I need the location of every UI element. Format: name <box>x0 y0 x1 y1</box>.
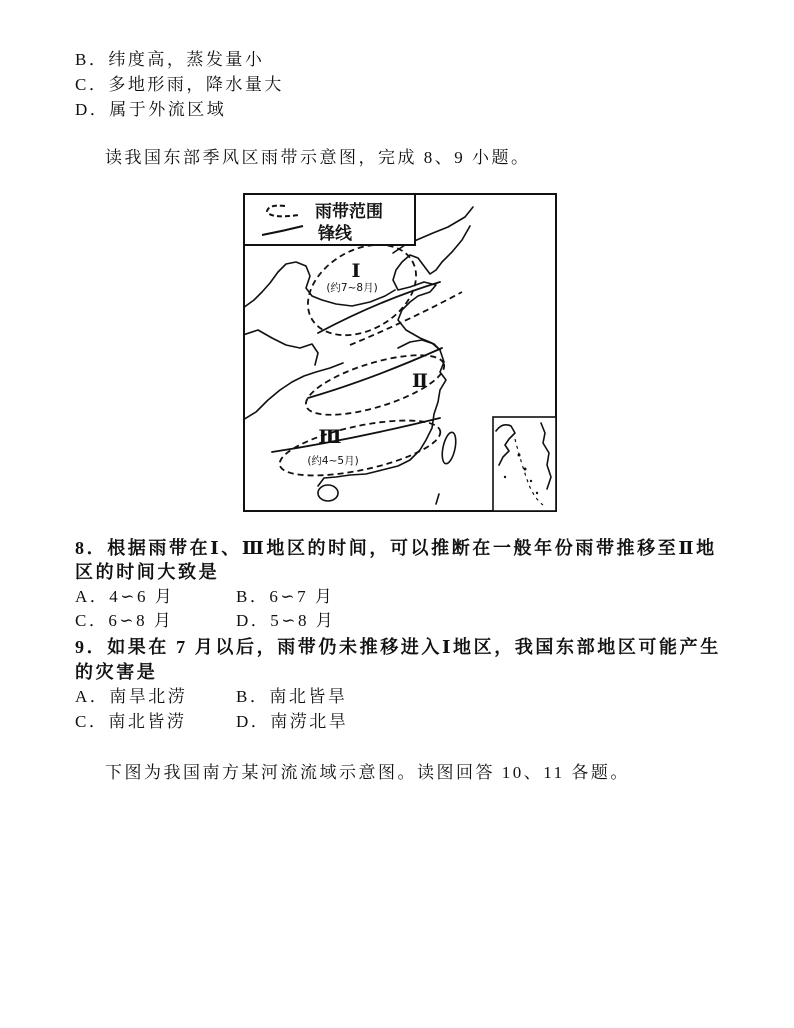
option-text: 多地形雨，降水量大 <box>108 75 284 94</box>
question-8-options-row-2 <box>0 609 794 633</box>
question-8-stem-line-1 <box>75 536 717 560</box>
question-9-option-a <box>75 685 187 709</box>
intro-questions-10-11: 下图为我国南方某河流流域示意图。读图回答 10、11 各题。 <box>105 763 630 782</box>
option-text: 属于外流区域 <box>109 100 227 119</box>
legend-rain-belt-label: 雨带范围 <box>315 202 383 222</box>
legend-front-line-label: 锋线 <box>318 224 352 244</box>
previous-option-d <box>75 98 226 122</box>
option-letter: B． <box>236 587 270 606</box>
option-text: 5∽8 月 <box>270 611 336 630</box>
rain-belt-map <box>243 193 557 512</box>
question-8-option-d <box>236 609 335 633</box>
question-9-options-row-2 <box>0 710 794 734</box>
inset-island <box>518 454 521 457</box>
question-8-options-row-1 <box>0 585 794 609</box>
question-8-option-b <box>236 585 334 609</box>
option-text: 4∽6 月 <box>109 587 175 606</box>
zone-3-period: (约4~5月) <box>307 455 359 467</box>
inset-map <box>493 417 556 511</box>
option-text: 南涝北旱 <box>270 712 349 731</box>
option-letter: B． <box>236 687 270 706</box>
question-stem-text: 根据雨带在Ⅰ、Ⅲ地区的时间，可以推断在一般年份雨带推移至Ⅱ地 <box>107 538 717 558</box>
option-text: 纬度高，蒸发量小 <box>108 50 265 69</box>
option-letter: D． <box>75 100 110 119</box>
question-stem-text: 如果在 7 月以后，雨带仍未推移进入Ⅰ地区，我国东部地区可能产生 <box>107 637 721 657</box>
question-9-option-c <box>75 710 186 734</box>
inset-island <box>530 480 532 482</box>
option-letter: C． <box>75 75 109 94</box>
inset-island <box>504 476 506 478</box>
inset-island <box>536 492 538 494</box>
zone-1-period: (约7~8月) <box>326 282 378 294</box>
option-text: 6∽7 月 <box>269 587 335 606</box>
option-letter: C． <box>75 712 109 731</box>
option-text: 南北皆涝 <box>108 712 187 731</box>
option-letter: D． <box>236 611 271 630</box>
question-9-stem-line-1 <box>75 635 721 659</box>
option-letter: A． <box>75 587 110 606</box>
option-letter: B． <box>75 50 109 69</box>
option-letter: A． <box>75 687 110 706</box>
option-text: 6∽8 月 <box>108 611 174 630</box>
intro-questions-8-9: 读我国东部季风区雨带示意图，完成 8、9 小题。 <box>105 148 531 167</box>
question-number: 9． <box>75 637 108 657</box>
zone-3-numeral: Ⅲ <box>318 426 342 448</box>
option-letter: D． <box>236 712 271 731</box>
option-text: 南北皆旱 <box>269 687 348 706</box>
previous-option-c <box>75 73 284 97</box>
question-number: 8． <box>75 538 108 558</box>
zone-2-numeral: Ⅱ <box>411 370 429 392</box>
question-8-option-a <box>75 585 174 609</box>
zone-1-numeral: Ⅰ <box>351 260 361 282</box>
map-legend <box>244 194 415 245</box>
question-8-option-c <box>75 609 173 633</box>
question-8-stem-line-2: 区的时间大致是 <box>75 562 220 582</box>
inset-island <box>524 468 527 471</box>
question-9-option-b <box>236 685 347 709</box>
previous-option-b <box>75 48 264 72</box>
option-letter: C． <box>75 611 109 630</box>
option-text: 南旱北涝 <box>109 687 188 706</box>
question-9-stem-line-2: 的灾害是 <box>75 662 158 682</box>
question-9-option-d <box>236 710 348 734</box>
question-9-options-row-1 <box>0 685 794 709</box>
